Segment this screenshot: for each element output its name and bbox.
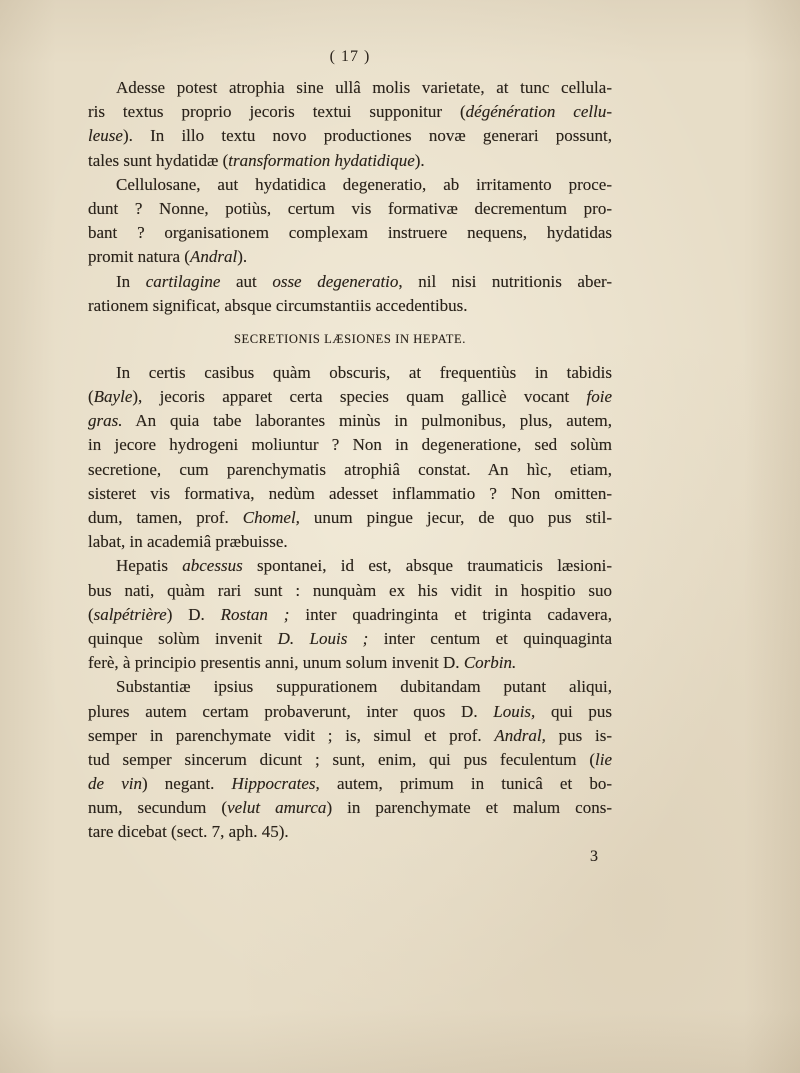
text-run: labat, in academiâ præbuisse. — [88, 532, 288, 552]
text-run: promit natura ( — [88, 247, 190, 267]
text-run: unum pingue jecur, de quo pus stil- — [299, 508, 612, 527]
italic-text: Hippocrates, — [231, 774, 320, 794]
text-line — [88, 173, 612, 197]
text-run: spontanei, id est, absque traumaticis læsioni- — [242, 556, 612, 576]
paragraph — [88, 173, 612, 270]
text-run: inter quadringinta et triginta cadavera, — [289, 604, 612, 624]
italic-text: foie — [586, 387, 612, 407]
text-run: dum, tamen, prof. — [88, 508, 243, 527]
text-run: secretione, cum parenchymatis atrophiâ constat. An hìc, etiam, — [88, 459, 612, 479]
text-line — [88, 506, 612, 530]
text-run: inter centum et quinquaginta — [368, 628, 613, 648]
text-run: bant ? organisationem complexam instruere nequens, hydatidas — [88, 223, 612, 243]
text-line — [88, 76, 612, 100]
page-number: ( 17 ) — [329, 48, 371, 65]
text-line — [88, 100, 612, 124]
italic-text: de vin — [88, 774, 142, 794]
text-line — [88, 627, 612, 651]
text-run: semper in parenchymate vidit ; is, simul et prof. — [88, 725, 495, 745]
text-line — [88, 530, 612, 554]
text-line — [88, 294, 612, 318]
text-line — [88, 124, 612, 148]
text-run: tales sunt hydatidæ ( — [88, 150, 229, 170]
text-line — [88, 458, 612, 482]
text-line — [88, 796, 612, 820]
italic-text: transformation hydatidique — [228, 150, 415, 170]
text-run: ( — [88, 387, 94, 407]
paragraph — [88, 554, 612, 675]
intro-paragraphs — [88, 76, 612, 318]
text-run: num, secundum ( — [88, 798, 228, 818]
italic-text: Chomel, — [242, 508, 300, 527]
text-run: ). — [237, 247, 248, 267]
italic-text: gras. — [88, 411, 123, 431]
text-run: ) D. — [166, 604, 221, 624]
section-paragraphs — [88, 361, 612, 845]
text-run: pus is- — [545, 725, 612, 745]
text-line — [88, 772, 612, 796]
text-run: tare dicebat (sect. 7, aph. 45). — [88, 822, 289, 842]
text-line — [88, 820, 612, 844]
italic-text: lie — [595, 749, 612, 769]
text-run: ) in parenchymate et malum cons- — [326, 798, 612, 818]
text-line — [88, 579, 612, 603]
text-line — [88, 270, 612, 294]
text-run: autem, primum in tunicâ et bo- — [319, 774, 612, 794]
paragraph — [88, 675, 612, 844]
text-run: quinque solùm invenit — [88, 628, 278, 648]
italic-text: salpétrière — [93, 604, 167, 624]
text-run: in jecore hydrogeni moliuntur ? Non in degeneratione, sed solùm — [88, 435, 612, 455]
text-line — [88, 724, 612, 748]
text-line — [88, 554, 612, 578]
text-line — [88, 748, 612, 772]
text-run: plures autem certam probaverunt, inter quos D. — [88, 701, 494, 721]
text-line — [88, 482, 612, 506]
italic-text: velut amurca — [227, 798, 327, 818]
text-line — [88, 409, 612, 433]
text-run: dunt ? Nonne, potiùs, certum vis formativæ decrementum pro- — [88, 198, 612, 218]
text-run: ris textus proprio jecoris textui supponitur ( — [88, 102, 466, 122]
italic-text: Andral, — [494, 725, 546, 745]
text-run: In — [116, 271, 146, 291]
text-run: bus nati, quàm rari sunt : nunquàm ex his vidit in hospitio suo — [88, 580, 612, 600]
text-run: Substantiæ ipsius suppurationem dubitandam putant aliqui, — [116, 677, 612, 697]
text-run: In certis casibus quàm obscuris, at frequentiùs in tabidis — [116, 362, 612, 382]
text-run: An quia tabe laborantes minùs in pulmonibus, plus, autem, — [122, 411, 612, 431]
text-line — [88, 603, 612, 627]
signature-mark: 3 — [590, 847, 598, 865]
text-run: sisteret vis formativa, nedùm adesset inflammatio ? Non omitten- — [88, 483, 612, 503]
text-run: aut — [220, 271, 273, 291]
paragraph — [88, 270, 612, 318]
text-line — [88, 361, 612, 385]
italic-text: leuse — [88, 126, 123, 146]
italic-text: Louis, — [493, 701, 536, 721]
italic-text: cartilagine — [145, 271, 221, 291]
text-run: ), jecoris apparet certa species quam gallicè vocant — [132, 387, 587, 407]
italic-text: Bayle — [93, 387, 133, 407]
italic-text: dégénération cellu- — [465, 102, 612, 122]
text-run: Adesse potest atrophia sine ullâ molis varietate, at tunc cellula- — [116, 78, 612, 97]
section-heading: SECRETIONIS LÆSIONES IN HEPATE. — [233, 331, 467, 346]
text-line — [88, 433, 612, 457]
text-line — [88, 197, 612, 221]
text-run: ). In illo textu novo productiones novæ generari possunt, — [122, 126, 612, 146]
italic-text: abcessus — [182, 556, 243, 576]
text-line — [88, 651, 612, 675]
text-line — [88, 700, 612, 724]
italic-text: osse degeneratio — [272, 271, 399, 291]
text-run: , nil nisi nutritionis aber- — [398, 271, 612, 291]
italic-text: Rostan ; — [220, 604, 290, 624]
text-line — [88, 675, 612, 699]
text-run: Hepatis — [116, 556, 183, 576]
text-run: ( — [88, 604, 94, 624]
text-line — [88, 149, 612, 173]
text-block — [88, 76, 612, 869]
paragraph — [88, 76, 612, 173]
text-run: ). — [414, 150, 425, 170]
text-run: ferè, à principio presentis anni, unum solum invenit D. — [88, 653, 464, 673]
text-run: tud semper sincerum dicunt ; sunt, enim, qui pus feculentum ( — [88, 749, 595, 769]
text-run: ) negant. — [141, 774, 232, 794]
text-line — [88, 245, 612, 269]
text-run: rationem significat, absque circumstantiis accedentibus. — [88, 295, 468, 315]
italic-text: Corbin. — [463, 653, 517, 673]
text-run: Cellulosane, aut hydatidica degeneratio, ab irritamento proce- — [116, 174, 612, 194]
text-line — [88, 221, 612, 245]
paragraph — [88, 361, 612, 555]
italic-text: Andral — [189, 247, 238, 267]
text-line — [88, 385, 612, 409]
italic-text: D. Louis ; — [277, 628, 369, 648]
text-run: qui pus — [535, 701, 612, 721]
